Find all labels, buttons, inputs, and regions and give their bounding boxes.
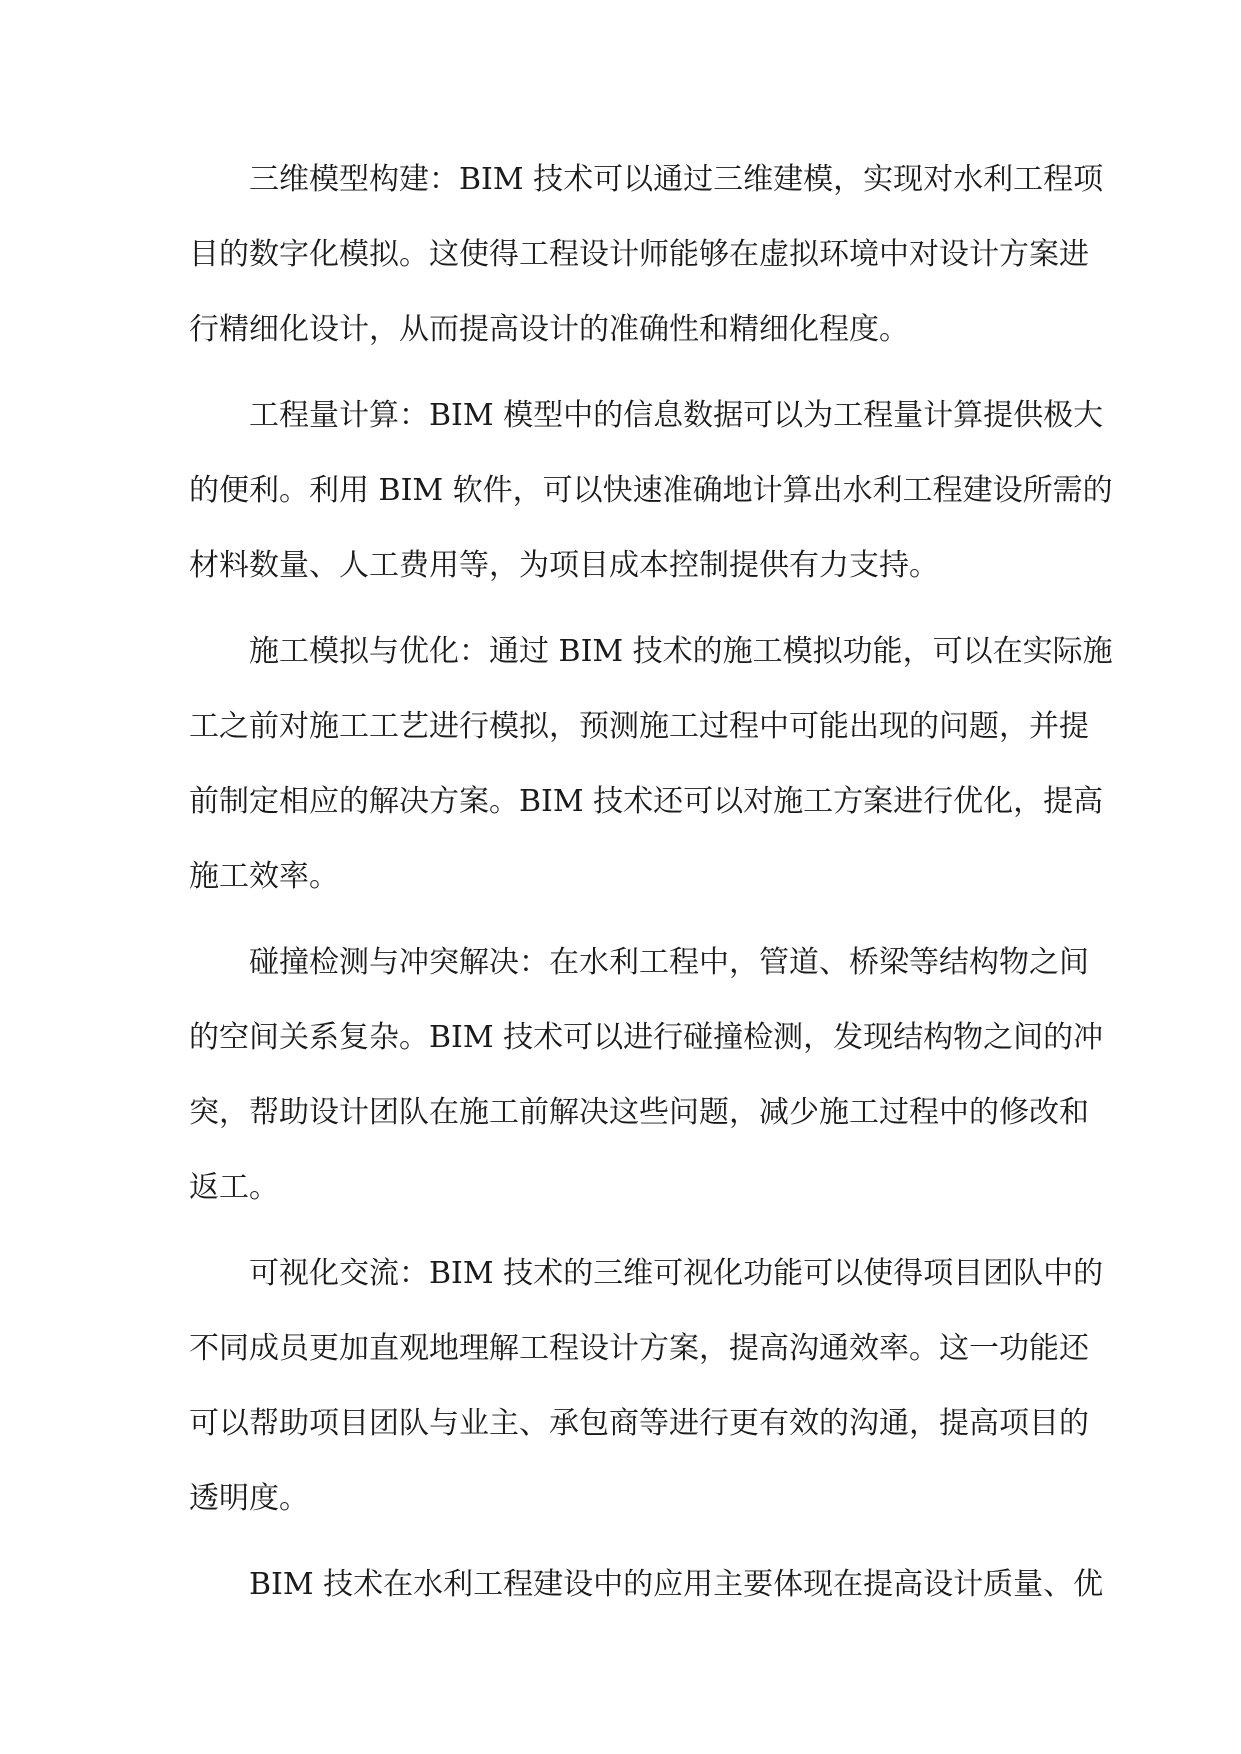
text-line: 透明度。	[189, 1481, 309, 1516]
text-line: 施工效率。	[189, 859, 339, 894]
text-line: 可视化交流：BIM 技术的三维可视化功能可以使得项目团队中的	[249, 1256, 1104, 1291]
paragraph-3d-modeling	[189, 142, 1104, 367]
paragraph-construction-simulation	[189, 614, 1113, 914]
text-line: 工程量计算：BIM 模型中的信息数据可以为工程量计算提供极大	[249, 398, 1104, 433]
text-line: 施工模拟与优化：通过 BIM 技术的施工模拟功能，可以在实际施	[249, 634, 1113, 669]
paragraph-quantity-calculation	[189, 378, 1113, 603]
text-line: 前制定相应的解决方案。BIM 技术还可以对施工方案进行优化，提高	[189, 784, 1104, 819]
text-line: 碰撞检测与冲突解决：在水利工程中，管道、桥梁等结构物之间	[249, 945, 1089, 980]
text-line: 不同成员更加直观地理解工程设计方案，提高沟通效率。这一功能还	[189, 1331, 1089, 1366]
text-line: 的便利。利用 BIM 软件，可以快速准确地计算出水利工程建设所需的	[189, 473, 1113, 508]
text-line: BIM 技术在水利工程建设中的应用主要体现在提高设计质量、优	[249, 1567, 1104, 1602]
text-line: 材料数量、人工费用等，为项目成本控制提供有力支持。	[189, 548, 939, 583]
body-text	[189, 142, 1113, 1633]
text-line: 的空间关系复杂。BIM 技术可以进行碰撞检测，发现结构物之间的冲	[189, 1020, 1104, 1055]
text-line: 行精细化设计，从而提高设计的准确性和精细化程度。	[189, 312, 909, 347]
text-line: 可以帮助项目团队与业主、承包商等进行更有效的沟通，提高项目的	[189, 1406, 1089, 1441]
paragraph-clash-detection	[189, 925, 1104, 1225]
paragraph-bim-application-summary	[189, 1547, 1104, 1622]
text-line: 返工。	[189, 1170, 279, 1205]
text-line: 三维模型构建：BIM 技术可以通过三维建模，实现对水利工程项	[249, 162, 1104, 197]
text-line: 工之前对施工工艺进行模拟，预测施工过程中可能出现的问题，并提	[189, 709, 1089, 744]
text-line: 目的数字化模拟。这使得工程设计师能够在虚拟环境中对设计方案进	[189, 237, 1089, 272]
text-line: 突，帮助设计团队在施工前解决这些问题，减少施工过程中的修改和	[189, 1095, 1089, 1130]
paragraph-visual-communication	[189, 1236, 1104, 1536]
